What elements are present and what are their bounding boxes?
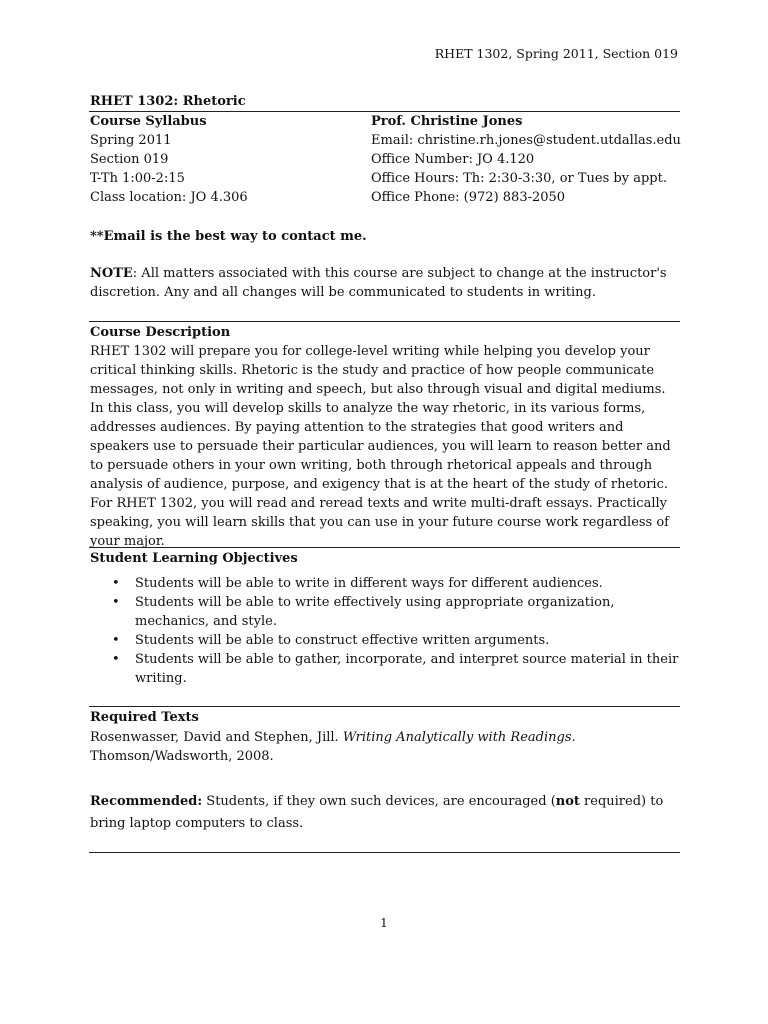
bullet-icon: • (112, 576, 120, 591)
instructor-info (371, 112, 691, 207)
objectives-list (90, 574, 680, 688)
description-rule (89, 321, 680, 322)
instructor-email: Email: christine.rh.jones@student.utdallas.edu (371, 133, 681, 148)
objectives-heading: Student Learning Objectives (90, 551, 298, 566)
texts-rule (89, 706, 680, 707)
list-item: • Students will be able to write in different ways for different audiences. (112, 576, 603, 591)
description-heading: Course Description (90, 325, 231, 340)
texts-authors: Rosenwasser, David and Stephen, Jill. (90, 730, 343, 745)
note-label: NOTE (90, 266, 133, 281)
texts-publisher: . Thomson/Wadsworth, 2008. (90, 730, 576, 764)
note-paragraph (90, 264, 680, 302)
objectives-rule (89, 547, 680, 548)
course-section: Section 019 (90, 152, 169, 167)
recommended-label: Recommended: (90, 794, 203, 809)
list-item: • Students will be able to construct effective written arguments. (112, 633, 550, 648)
instructor-office-phone: Office Phone: (972) 883-2050 (371, 190, 566, 205)
list-item: • Students will be able to write effectively using appropriate organization, mechanics, and style. (112, 595, 615, 629)
recommended-emphasis: not (555, 794, 580, 809)
course-info (90, 112, 360, 207)
texts-citation (90, 728, 680, 766)
bottom-rule (89, 852, 680, 853)
texts-book-title: Writing Analytically with Readings (342, 730, 572, 745)
recommended-paragraph: Recommended: Students, if they own such devices, are encouraged (not required) to bring laptop computers to class. (90, 794, 664, 831)
instructor-name: Prof. Christine Jones (371, 114, 523, 129)
syllabus-label: Course Syllabus (90, 114, 207, 129)
course-term: Spring 2011 (90, 133, 172, 148)
instructor-office-hours: Office Hours: Th: 2:30-3:30, or Tues by appt. (371, 171, 667, 186)
texts-heading: Required Texts (90, 710, 199, 725)
course-location: Class location: JO 4.306 (90, 190, 248, 205)
note-text: : All matters associated with this course are subject to change at the instructor's discretion. Any and all changes will be communicated to students in writing. (90, 266, 667, 300)
bullet-icon: • (112, 652, 120, 667)
list-item: • Students will be able to gather, incorporate, and interpret source material in their writing. (112, 652, 679, 686)
instructor-office-number: Office Number: JO 4.120 (371, 152, 535, 167)
description-text: RHET 1302 will prepare you for college-level writing while helping you develop your critical thinking skills. Rhetoric is the study and practice of how people communicate messages, not only in writing and speech, but also through visual and digital mediums. In this class, you will develop skills to analyze the way rhetoric, in its various forms, addresses audiences. By paying attention to the strategies that good writers and speakers use to persuade their particular audiences, you will learn to reason better and to persuade others in your own writing, both through rhetorical appeals and through analysis of audience, purpose, and exigency that is at the heart of the study of rhetoric. For RHET 1302, you will read and reread texts and write multi-draft essays. Practically speaking, you will learn skills that you can use in your future course work regardless of your major. (90, 344, 671, 549)
contact-note: **Email is the best way to contact me. (90, 229, 367, 244)
bullet-icon: • (112, 595, 120, 610)
page-number: 1 (380, 916, 388, 930)
running-head: RHET 1302, Spring 2011, Section 019 (434, 46, 678, 61)
course-schedule: T-Th 1:00-2:15 (90, 171, 185, 186)
course-title: RHET 1302: Rhetoric (90, 94, 246, 109)
bullet-icon: • (112, 633, 120, 648)
